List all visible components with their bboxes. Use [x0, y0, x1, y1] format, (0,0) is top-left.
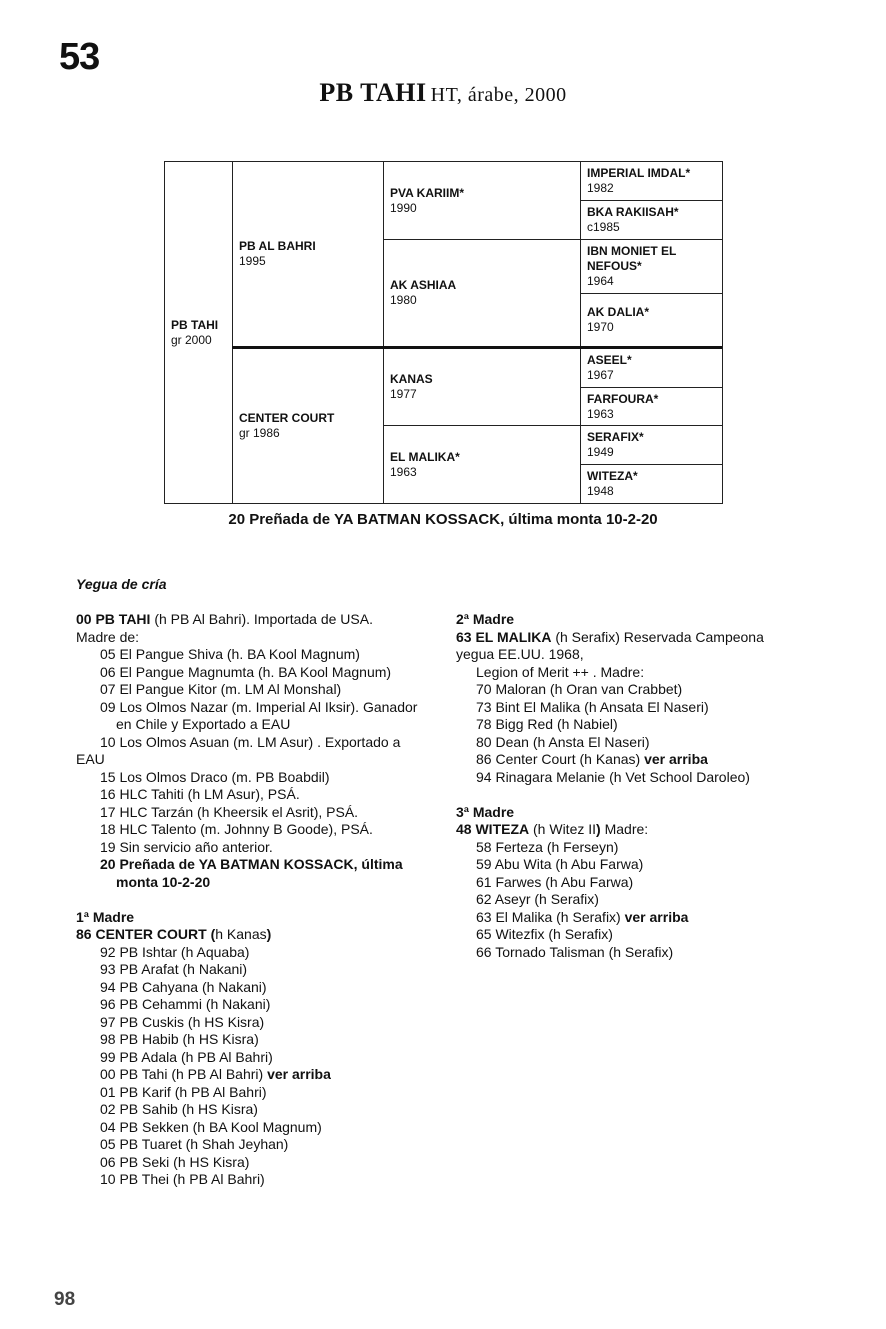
see-above: ver arriba	[624, 908, 689, 925]
second-dam-line2: yegua EE.UU. 1968,	[456, 646, 584, 662]
first-dam-sire: h Kanas	[215, 926, 267, 942]
gg-detail: 1967	[587, 368, 614, 382]
list-item: 02 PB Sahib (h HS Kisra)	[100, 1101, 258, 1117]
right-column	[456, 611, 796, 961]
list-item: 01 PB Karif (h PB Al Bahri)	[100, 1083, 267, 1100]
list-item: 62 Aseyr (h Serafix)	[476, 891, 599, 907]
pedigree-dam-dam	[384, 426, 580, 503]
second-dam-rest: (h Serafix) Reservada Campeona	[551, 628, 764, 645]
list-item: 92 PB Ishtar (h Aquaba)	[100, 943, 250, 960]
page-title	[0, 78, 886, 108]
list-item	[76, 1066, 436, 1084]
list-item: 05 El Pangue Shiva (h. BA Kool Magnum)	[100, 646, 360, 662]
pregnancy-note: 20 Preñada de YA BATMAN KOSSACK, última monta 10-2-20	[228, 511, 658, 528]
pedigree-gg-4	[581, 294, 722, 346]
pregnancy-item: 20 Preñada de YA BATMAN KOSSACK, última monta 10-2-20	[100, 856, 403, 890]
list-item: 10 Los Olmos Asuan (m. LM Asur) . Exportado a	[100, 733, 401, 750]
pedigree-dam-name: CENTER COURT	[239, 411, 335, 425]
madre-de: Madre de:	[76, 628, 140, 645]
pedigree-table	[164, 161, 723, 504]
intro-line	[76, 611, 436, 629]
list-item: 96 PB Cehammi (h Nakani)	[100, 996, 271, 1012]
malika-ref: 63 El Malika (h Serafix)	[476, 908, 625, 925]
list-item: 06 PB Seki (h HS Kisra)	[100, 1153, 250, 1170]
list-item	[456, 751, 796, 769]
list-item: 16 HLC Tahiti (h LM Asur), PSÁ.	[100, 786, 300, 802]
see-above: ver arriba	[267, 1066, 331, 1082]
first-dam-label: 1ª Madre	[76, 908, 135, 925]
pedigree-dam-sire	[384, 349, 580, 425]
pedigree-horse	[165, 162, 232, 503]
second-dam-line3: Legion of Merit ++ . Madre:	[476, 663, 645, 680]
gg-detail: 1948	[587, 484, 614, 498]
pedigree-gg-8	[581, 465, 722, 503]
gg-name: IBN MONIET EL NEFOUS*	[587, 244, 677, 273]
first-dam-close: )	[266, 926, 272, 942]
second-dam-name: 63 EL MALIKA	[456, 628, 552, 645]
list-item: 99 PB Adala (h PB Al Bahri)	[100, 1048, 273, 1065]
list-item: 59 Abu Wita (h Abu Farwa)	[476, 856, 644, 872]
first-dam-line	[76, 926, 436, 944]
gg-detail: 1963	[587, 406, 614, 421]
pedigree-dam-sire-detail: 1977	[390, 387, 417, 401]
pedigree-sire-dam	[384, 240, 580, 346]
list-item: 15 Los Olmos Draco (m. PB Boabdil)	[100, 768, 330, 785]
left-column	[76, 611, 436, 1189]
pedigree-dam-detail: gr 1986	[239, 426, 280, 440]
pedigree-sire-sire-detail: 1990	[390, 200, 417, 215]
second-dam-label: 2ª Madre	[456, 611, 515, 627]
intro-name: 00 PB TAHI	[76, 611, 151, 627]
list-item: 94 Rinagara Melanie (h Vet School Daroleo)	[476, 768, 750, 785]
second-dam-line	[456, 629, 796, 647]
pedigree-dam-dam-detail: 1963	[390, 464, 417, 479]
pedigree-sire-detail: 1995	[239, 254, 266, 268]
gg-name: BKA RAKIISAH*	[587, 205, 679, 219]
list-item: 97 PB Cuskis (h HS Kisra)	[100, 1013, 265, 1030]
gg-name: SERAFIX*	[587, 430, 644, 444]
third-dam-name: 48 WITEZA	[456, 821, 530, 837]
pedigree-sire-sire-name: PVA KARIIM*	[390, 185, 465, 200]
third-dam-sire: (h Witez II	[529, 821, 597, 837]
pedigree-dam	[233, 349, 383, 503]
list-item: 94 PB Cahyana (h Nakani)	[100, 978, 267, 995]
see-above: ver arriba	[644, 751, 708, 767]
center-court-ref: 86 Center Court (h Kanas)	[476, 751, 645, 767]
gg-detail: 1964	[587, 274, 614, 288]
list-item: 80 Dean (h Ansta El Naseri)	[476, 733, 650, 750]
pedigree-sire-dam-detail: 1980	[390, 293, 417, 307]
pedigree-horse-name: PB TAHI	[171, 317, 219, 332]
pedigree-gg-5	[581, 349, 722, 387]
third-dam-madre: Madre:	[600, 821, 649, 837]
gg-name: IMPERIAL IMDAL*	[587, 166, 691, 180]
pedigree-sire	[233, 162, 383, 346]
gg-name: ASEEL*	[587, 353, 632, 367]
pedigree-sire-sire	[384, 162, 580, 239]
gg-detail: 1949	[587, 445, 614, 459]
section-label: Yegua de cría	[76, 576, 167, 592]
list-item: 61 Farwes (h Abu Farwa)	[476, 873, 634, 890]
page-number: 98	[54, 1289, 76, 1310]
pedigree-gg-7	[581, 426, 722, 464]
list-item: 93 PB Arafat (h Nakani)	[100, 961, 248, 977]
list-item: 17 HLC Tarzán (h Kheersik el Asrit), PSÁ.	[100, 803, 359, 820]
pedigree-gg-1	[581, 162, 722, 200]
third-dam-line	[456, 821, 796, 839]
list-item: 66 Tornado Talisman (h Serafix)	[476, 943, 674, 960]
list-item: 05 PB Tuaret (h Shah Jeyhan)	[100, 1136, 289, 1152]
pedigree-dam-dam-name: EL MALIKA*	[390, 449, 460, 464]
list-item: 06 El Pangue Magnumta (h. BA Kool Magnum)	[100, 663, 392, 680]
list-item: 98 PB Habib (h HS Kisra)	[100, 1031, 259, 1047]
third-dam-close: )	[596, 821, 601, 837]
gg-detail: c1985	[587, 220, 620, 234]
list-item: 65 Witezfix (h Serafix)	[476, 926, 613, 942]
third-dam-label: 3ª Madre	[456, 803, 515, 820]
first-dam-name: 86 CENTER COURT (	[76, 926, 216, 942]
list-item-continued: EAU	[76, 751, 105, 767]
list-item: 78 Bigg Red (h Nabiel)	[476, 716, 618, 732]
gg-detail: 1970	[587, 320, 614, 334]
list-item	[456, 909, 796, 927]
list-item: 19 Sin servicio año anterior.	[100, 838, 273, 855]
tahi-ref: 00 PB Tahi (h PB Al Bahri)	[100, 1066, 268, 1082]
list-item: 10 PB Thei (h PB Al Bahri)	[100, 1171, 265, 1187]
list-item: 07 El Pangue Kitor (m. LM Al Monshal)	[100, 681, 342, 697]
gg-name: FARFOURA*	[587, 391, 659, 406]
pedigree-sire-name: PB AL BAHRI	[239, 239, 316, 253]
list-item: 04 PB Sekken (h BA Kool Magnum)	[100, 1118, 322, 1135]
pedigree-dam-sire-name: KANAS	[390, 372, 433, 386]
horse-name: PB TAHI	[319, 78, 427, 107]
pedigree-gg-2	[581, 201, 722, 239]
gg-name: WITEZA*	[587, 469, 638, 483]
list-item: 73 Bint El Malika (h Ansata El Naseri)	[476, 698, 709, 715]
list-item: 58 Ferteza (h Ferseyn)	[476, 838, 619, 855]
pedigree-gg-3	[581, 240, 722, 293]
intro-rest: (h PB Al Bahri). Importada de USA.	[150, 611, 373, 627]
list-item: 18 HLC Talento (m. Johnny B Goode), PSÁ.	[100, 821, 373, 837]
list-item: 09 Los Olmos Nazar (m. Imperial Al Iksir). Ganador en Chile y Exportado a EAU	[100, 698, 418, 732]
pedigree-sire-dam-name: AK ASHIAA	[390, 278, 457, 292]
horse-info: HT, árabe, 2000	[430, 84, 567, 106]
lot-number: 53	[59, 36, 100, 78]
pedigree-horse-detail: gr 2000	[171, 332, 212, 347]
gg-name: AK DALIA*	[587, 305, 649, 319]
pedigree-gg-6	[581, 388, 722, 425]
gg-detail: 1982	[587, 181, 614, 195]
list-item: 70 Maloran (h Oran van Crabbet)	[476, 681, 683, 697]
